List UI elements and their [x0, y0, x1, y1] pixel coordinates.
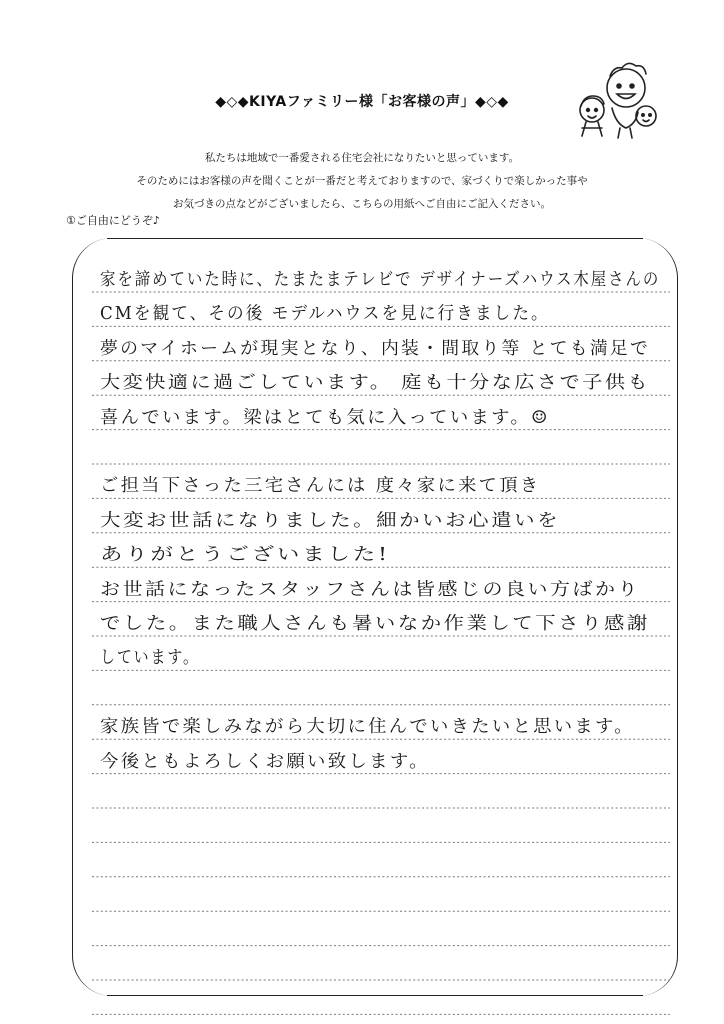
- intro-line: 私たちは地域で一番愛される住宅会社になりたいと思っています。: [204, 152, 520, 164]
- handwritten-line: 家族皆で楽しみながら大切に住んでいきたいと思います。: [100, 717, 635, 738]
- page-title: ◆◇◆KIYAファミリー様「お客様の声」◆◇◆: [215, 94, 509, 110]
- handwritten-line: 喜んでいます。梁はとても気に入っています。☺: [100, 407, 550, 428]
- handwritten-line: 大変快適に過ごしています。 庭も十分な広さで子供も: [100, 373, 651, 394]
- intro-line: そのためにはお客様の声を聞くことが一番だと考えておりますので、家づくりで楽しかった事や: [136, 175, 588, 187]
- handwritten-line: お世話になったスタッフさんは皆感じの良い方ばかり: [100, 579, 640, 600]
- handwritten-line: でした。また職人さんも暑いなか作業して下さり感謝: [100, 614, 650, 634]
- intro-line: お気づきの点などがございましたら、こちらの用紙へご自由にご記入ください。: [173, 198, 551, 210]
- handwritten-line: 今後ともよろしくお願い致します。: [100, 751, 430, 772]
- handwritten-line: ありがとうございました!: [100, 545, 390, 566]
- handwritten-line: 家を諦めていた時に、たまたまテレビで デザイナーズハウス木屋さんの: [100, 270, 661, 290]
- handwritten-line: 大変お世話になりました。細かいお心遣いを: [100, 510, 561, 531]
- handwritten-line: CMを観て、その後 モデルハウスを見に行きました。: [100, 304, 550, 325]
- handwritten-line: ご担当下さった三宅さんには 度々家に来て頂き: [100, 476, 541, 497]
- prompt-label: ①ご自由にどうぞ♪: [66, 214, 160, 227]
- handwritten-line: 夢のマイホームが現実となり、内装・間取り等 とても満足で: [100, 338, 651, 359]
- handwritten-line: しています。: [100, 648, 200, 669]
